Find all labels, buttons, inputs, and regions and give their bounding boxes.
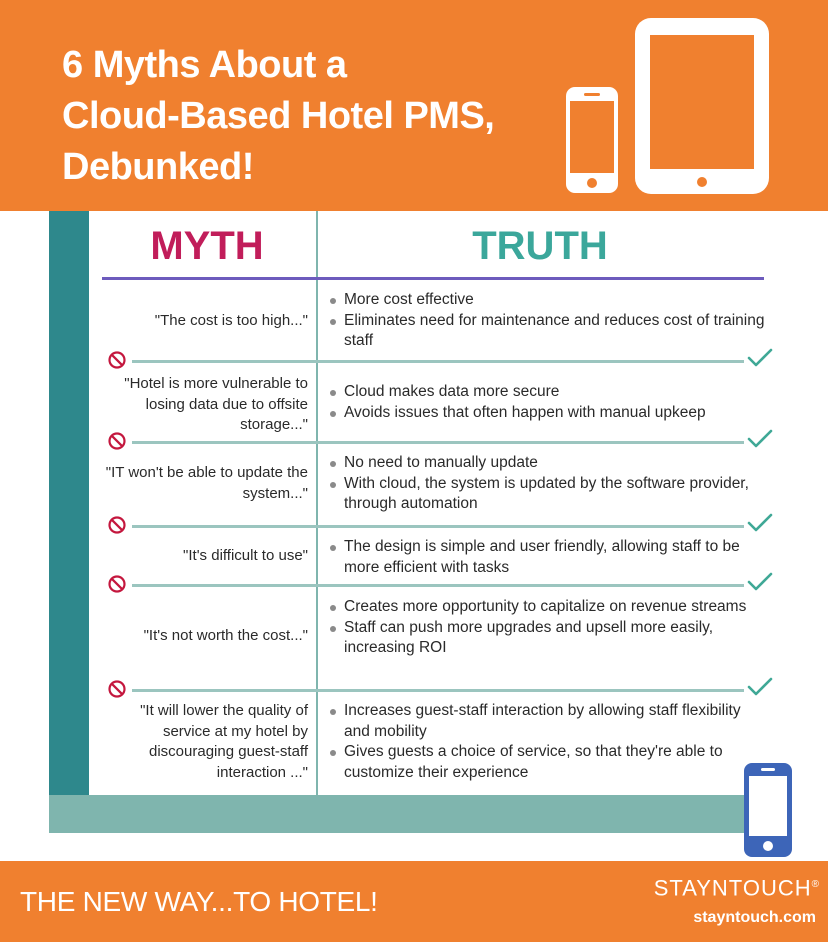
truth-item: Creates more opportunity to capitalize on revenue streams xyxy=(330,597,770,618)
myth-text: "It will lower the quality of service at my hotel by discouraging guest-staff interaction ..." xyxy=(140,702,308,781)
myth-heading: MYTH xyxy=(150,224,264,268)
truth-list xyxy=(330,290,770,352)
truth-item: More cost effective xyxy=(330,290,770,311)
title-line: 6 Myths About a xyxy=(62,44,347,86)
truth-item: Gives guests a choice of service, so that they're able to customize their experience xyxy=(330,742,750,783)
truth-item: Eliminates need for maintenance and reduces cost of training staff xyxy=(330,311,770,352)
truth-list xyxy=(330,701,750,783)
tagline: THE NEW WAY...TO HOTEL! xyxy=(20,886,378,917)
check-icon xyxy=(746,427,774,451)
truth-list xyxy=(330,453,770,515)
card-shadow xyxy=(49,795,777,833)
no-sign-icon xyxy=(107,574,127,594)
no-sign-icon xyxy=(107,431,127,451)
check-icon xyxy=(746,346,774,370)
truth-list xyxy=(330,597,770,659)
row-separator xyxy=(132,441,744,444)
truth-item: Avoids issues that often happen with manual upkeep xyxy=(330,403,770,424)
phone-icon xyxy=(564,85,620,195)
truth-item: Staff can push more upgrades and upsell more easily, increasing ROI xyxy=(330,618,770,659)
row-separator xyxy=(132,525,744,528)
card-left-strip xyxy=(49,211,89,795)
truth-list xyxy=(330,537,770,578)
title-line: Cloud-Based Hotel PMS, xyxy=(62,95,495,137)
brand-name: STAYNTOUCH xyxy=(653,875,812,901)
title-line: Debunked! xyxy=(62,146,254,188)
check-icon xyxy=(746,570,774,594)
truth-item: Increases guest-staff interaction by allowing staff flexibility and mobility xyxy=(330,701,750,742)
brand-logo xyxy=(640,872,820,901)
tablet-icon xyxy=(632,15,772,197)
truth-item: Cloud makes data more secure xyxy=(330,382,770,403)
page-title xyxy=(62,40,532,193)
no-sign-icon xyxy=(107,515,127,535)
heading-rule xyxy=(102,277,764,280)
website-link[interactable]: stayntouch.com xyxy=(693,909,816,926)
row-separator xyxy=(132,584,744,587)
row-separator xyxy=(132,689,744,692)
check-icon xyxy=(746,511,774,535)
no-sign-icon xyxy=(107,679,127,699)
truth-heading: TRUTH xyxy=(472,224,608,268)
mobile-phone-icon xyxy=(743,762,793,858)
brand-registered-mark: ® xyxy=(811,879,820,890)
myth-text: "It's not worth the cost..." xyxy=(143,627,308,644)
myth-text: "It's difficult to use" xyxy=(183,547,308,564)
truth-list xyxy=(330,382,770,423)
truth-item: No need to manually update xyxy=(330,453,770,474)
truth-item: With cloud, the system is updated by the software provider, through automation xyxy=(330,474,770,515)
no-sign-icon xyxy=(107,350,127,370)
column-divider xyxy=(316,211,318,795)
myth-text: "The cost is too high..." xyxy=(154,312,308,329)
myth-text: "IT won't be able to update the system..." xyxy=(105,464,308,502)
truth-item: The design is simple and user friendly, allowing staff to be more efficient with tasks xyxy=(330,537,770,578)
check-icon xyxy=(746,675,774,699)
myth-text: "Hotel is more vulnerable to losing data due to offsite storage..." xyxy=(124,375,308,433)
row-separator xyxy=(132,360,744,363)
